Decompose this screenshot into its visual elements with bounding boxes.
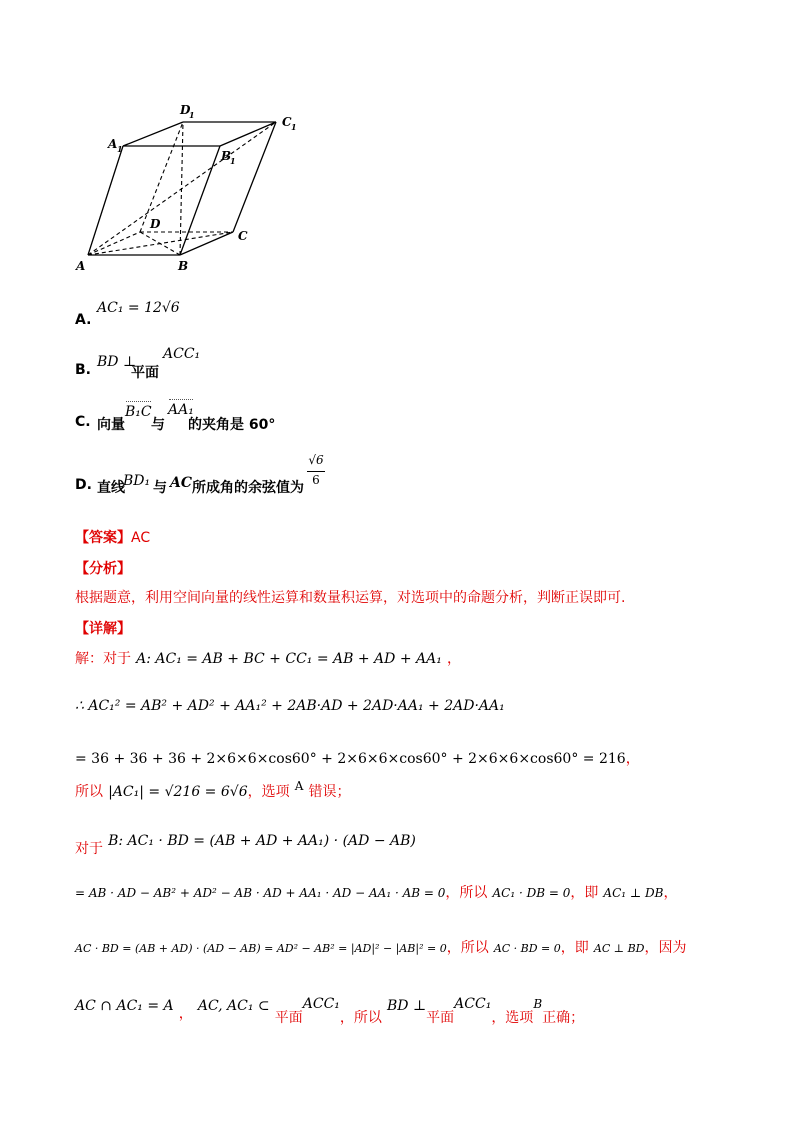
detail-line-6-mid2: ，即 xyxy=(570,885,599,901)
detail-line-8-mid: ，所以 xyxy=(339,1010,382,1026)
label-C1: C xyxy=(282,115,292,129)
option-a-letter: A. xyxy=(75,312,92,328)
option-d-expr2: AC xyxy=(170,475,193,491)
option-d-fraction-bar xyxy=(307,471,325,472)
detail-line-6 xyxy=(75,882,677,902)
answer-value: AC xyxy=(131,530,151,546)
option-d-letter: D. xyxy=(75,477,92,493)
option-c-text1: 向量 xyxy=(97,417,125,433)
label-C1-sub: 1 xyxy=(291,122,297,132)
detail-line-1-math: A: AC₁ = AB + BC + CC₁ = AB + AD + AA₁ xyxy=(136,651,442,667)
edge-C-C1 xyxy=(233,122,276,232)
parallelepiped-figure xyxy=(70,100,310,280)
analysis-label: 【分析】 xyxy=(75,561,131,577)
detail-line-6-math: = AB · AD − AB² + AD² − AB · AD + AA₁ · AD − AA₁ · AB = 0 xyxy=(75,886,446,900)
detail-line-7 xyxy=(75,937,686,957)
detail-line-8-option: B xyxy=(533,997,543,1011)
option-b-text: 平面 xyxy=(131,365,159,381)
hidden-edge-D-D1 xyxy=(140,122,183,232)
detail-line-2: ∴ AC₁² = AB² + AD² + AA₁² + 2AB·AD + 2AD·AA₁ + 2AD·AA₁ xyxy=(75,698,505,714)
detail-line-7-math2: AC · BD = 0 xyxy=(493,942,561,955)
label-B1: B xyxy=(221,149,232,163)
detail-line-7-math: AC · BD = (AB + AD) · (AD − AB) = AD² − AB² = |AD|² − |AB|² = 0 xyxy=(75,942,447,955)
detail-line-7-mid: ，所以 xyxy=(446,940,489,956)
detail-line-8-math2: AC, AC₁ ⊂ xyxy=(197,998,270,1014)
hidden-edge-A-D xyxy=(88,232,140,255)
edge-A-A1 xyxy=(88,146,123,255)
detail-line-5-math: B: AC₁ · BD = (AB + AD + AA₁) · (AD − AB) xyxy=(108,833,416,849)
option-c-letter: C. xyxy=(75,414,91,430)
label-A: A xyxy=(76,259,86,273)
detail-line-4-option: A xyxy=(294,779,304,793)
detail-line-7-mid2: ，即 xyxy=(560,940,589,956)
edge-B-B1 xyxy=(180,146,220,255)
label-B1-sub: 1 xyxy=(230,156,236,166)
detail-line-4 xyxy=(75,781,350,801)
detail-line-8-text2: 平面 xyxy=(426,1010,455,1026)
diagonal-B-D xyxy=(140,232,180,255)
option-d-text3: 所成角的余弦值为 xyxy=(192,480,304,496)
detail-line-8-math4: BD ⊥ xyxy=(387,998,427,1014)
label-B: B xyxy=(178,259,189,273)
detail-line-6-mid: ，所以 xyxy=(445,885,488,901)
detail-line-4-math: |AC₁| = √216 = 6√6 xyxy=(108,784,248,800)
detail-line-5 xyxy=(75,830,416,857)
label-A1-sub: 1 xyxy=(117,144,123,154)
detail-line-8-math1: AC ∩ AC₁ = A xyxy=(75,998,174,1014)
option-d-fraction-numerator: √6 xyxy=(308,453,324,467)
option-d-text1: 直线 xyxy=(97,480,125,496)
detail-line-4-mid: ，选项 xyxy=(247,784,290,800)
detail-line-7-suffix: ，因为 xyxy=(644,940,687,956)
label-D1-sub: 1 xyxy=(189,110,195,120)
option-c-text2: 与 xyxy=(151,417,165,433)
detail-line-4-suffix: 错误； xyxy=(308,784,351,800)
option-c-expr1: B₁C xyxy=(125,404,152,420)
detail-line-1 xyxy=(75,648,461,668)
detail-line-5-prefix: 对于 xyxy=(75,841,103,857)
option-c-text3: 的夹角是 60° xyxy=(188,417,276,433)
detail-line-6-math3: AC₁ ⊥ DB xyxy=(603,886,664,900)
label-C: C xyxy=(238,229,248,243)
label-D1: D xyxy=(180,103,191,117)
option-b-letter: B. xyxy=(75,362,91,378)
detail-line-8-sep: ， xyxy=(178,1006,193,1022)
detail-line-8 xyxy=(75,995,585,1026)
detail-line-8-math5: ACC₁ xyxy=(454,996,492,1012)
answer-label: 【答案】 xyxy=(75,530,131,546)
edge-A1-D1 xyxy=(123,122,183,146)
detail-line-4-prefix: 所以 xyxy=(75,784,103,800)
label-A1: A xyxy=(108,137,118,151)
detail-line-3-suffix: ， xyxy=(625,751,640,767)
detail-line-6-suffix: ， xyxy=(663,885,678,901)
detail-line-1-prefix: 解：对于 xyxy=(75,651,131,667)
analysis-text: 根据题意，利用空间向量的线性运算和数量积运算，对选项中的命题分析，判断正误即可. xyxy=(75,590,626,606)
option-d-text2: 与 xyxy=(153,480,167,496)
detail-line-6-math2: AC₁ · DB = 0 xyxy=(492,886,571,900)
option-b-expr1: BD ⊥ xyxy=(97,354,137,370)
detail-line-7-math3: AC ⊥ BD xyxy=(593,942,645,955)
option-a-expr: AC₁ = 12√6 xyxy=(97,300,180,316)
answer-line xyxy=(75,527,150,547)
detail-line-8-suffix: 正确； xyxy=(542,1010,585,1026)
detail-line-8-text1: 平面 xyxy=(274,1010,303,1026)
edge-B-C xyxy=(180,232,233,255)
detail-line-1-suffix: ， xyxy=(446,651,461,667)
detail-line-3-math: = 36 + 36 + 36 + 2×6×6×cos60° + 2×6×6×cos60° + 2×6×6×cos60° = 216 xyxy=(75,751,626,767)
detail-line-8-math3: ACC₁ xyxy=(302,996,340,1012)
detail-line-3 xyxy=(75,748,640,768)
option-b-expr2: ACC₁ xyxy=(163,346,201,362)
label-D: D xyxy=(150,217,161,231)
detail-label: 【详解】 xyxy=(75,621,131,637)
option-d-expr1: BD₁ xyxy=(123,473,151,489)
detail-line-8-mid2: ，选项 xyxy=(491,1010,534,1026)
option-d-fraction-denominator: 6 xyxy=(312,473,320,487)
option-c-expr2: AA₁ xyxy=(168,402,194,418)
